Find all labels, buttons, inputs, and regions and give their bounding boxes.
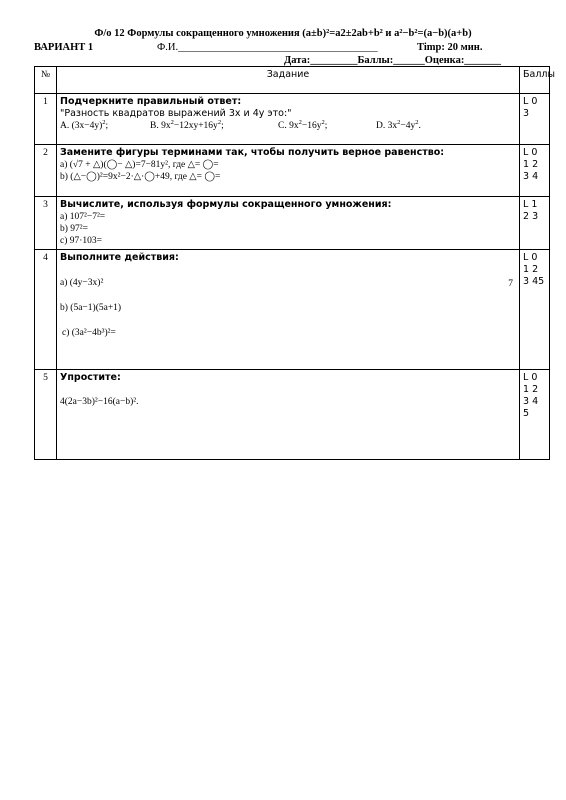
task-content	[57, 145, 520, 197]
tasks-table	[34, 66, 555, 460]
col-task-header: Задание	[57, 67, 520, 94]
answer-option-b[interactable]: B. $9x^2-12xy+16y^2$;	[150, 119, 224, 131]
task-heading: Подчеркните правильный ответ:	[60, 96, 242, 107]
task-content	[57, 94, 520, 145]
task-points: L 0 1 2 3 4	[520, 145, 550, 197]
task-number: 1	[35, 94, 57, 145]
task-number: 5	[35, 370, 57, 460]
task-number: 3	[35, 197, 57, 250]
task-heading: Замените фигуры терминами так, чтобы получить верное равенство:	[60, 147, 445, 158]
task-number: 4	[35, 250, 57, 370]
task-row-4	[35, 250, 550, 370]
col-num-header: №	[35, 67, 57, 94]
task-points: L 0 1 2 3 4 5	[520, 370, 550, 460]
task-side-note: 7	[508, 279, 513, 289]
task-row-2	[35, 145, 550, 197]
task-line: a) (4y−3x)²	[60, 278, 104, 288]
task-content	[57, 250, 520, 370]
task-line: b) (△−◯)²=9x²−2·△·◯+49, где △= ◯=	[60, 172, 221, 182]
task-points: L 1 2 3	[520, 197, 550, 250]
answer-options	[60, 120, 516, 132]
time-label: Timp: 20 мин.	[417, 42, 483, 53]
name-field: Ф.И.______________________________________	[157, 42, 378, 53]
task-line: b) 97²=	[60, 224, 88, 234]
table-header-row	[35, 67, 550, 94]
task-line: b) (5a−1)(5a+1)	[60, 303, 122, 313]
variant-label: ВАРИАНТ 1	[34, 42, 94, 53]
task-heading: Вычислите, используя формулы сокращенного умножения:	[60, 199, 392, 210]
answer-option-c[interactable]: C. $9x^2-16y^2$;	[278, 119, 328, 131]
task-line: "Разность квадратов выражений 3x и 4y это:"	[60, 108, 292, 119]
date-score-line: Дата:_________Баллы:______Оценка:_______	[284, 55, 502, 66]
worksheet-title: Ф/о 12 Формулы сокращенного умножения (a±b)²=a2±2ab+b² и a²−b²=(a−b)(a+b)	[94, 28, 472, 39]
answer-option-d[interactable]: D. $3x^2-4y^2$.	[376, 119, 421, 131]
task-row-1	[35, 94, 550, 145]
task-line: a) (√7 + △)(◯− △)=7−81y², где △= ◯=	[60, 160, 219, 170]
task-heading: Упростите:	[60, 372, 121, 383]
task-points: L 0 3	[520, 94, 550, 145]
task-line: 4(2a−3b)²−16(a−b)².	[60, 397, 139, 407]
task-row-3	[35, 197, 550, 250]
task-line: a) 107²−7²=	[60, 212, 106, 222]
task-number: 2	[35, 145, 57, 197]
task-content	[57, 370, 520, 460]
task-heading: Выполните действия:	[60, 252, 179, 263]
task-line: c) 97·103=	[60, 236, 103, 246]
col-points-header: Баллы	[520, 67, 550, 94]
task-line: c) (3a²−4b³)²=	[62, 328, 116, 338]
answer-option-a[interactable]: A. $(3x-4y)^2$;	[60, 119, 109, 131]
task-row-5	[35, 370, 550, 460]
task-content	[57, 197, 520, 250]
task-points: L 0 1 2 3 45	[520, 250, 550, 370]
